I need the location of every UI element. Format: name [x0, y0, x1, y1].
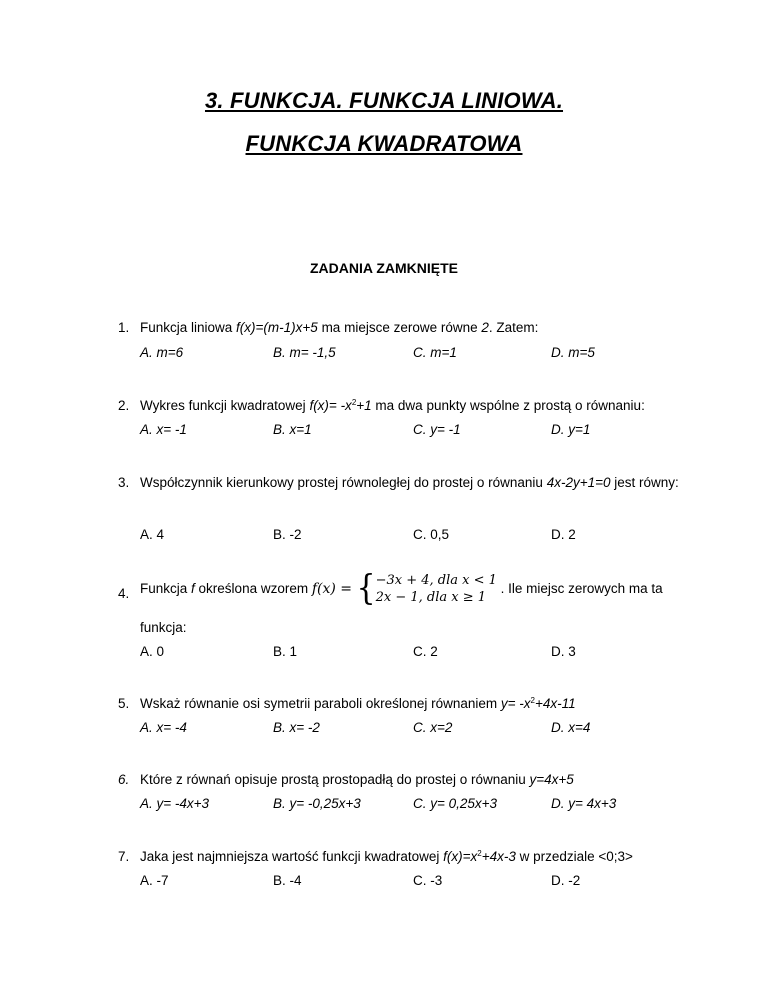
option-a: A. 0 [140, 644, 165, 659]
page-title-line-1: 3. FUNKCJA. FUNKCJA LINIOWA. [204, 88, 564, 113]
question-text: Które z równań opisuje prostą prostopadłą do prostej o równaniu y=4x+5 [140, 772, 574, 787]
option-b: B. x=1 [273, 422, 312, 437]
option-c: C. y= -1 [413, 422, 461, 437]
option-b: B. y= -0,25x+3 [273, 796, 361, 811]
option-c: C. y= 0,25x+3 [413, 796, 498, 811]
option-a: A. x= -4 [140, 720, 187, 735]
question-text: Funkcja liniowa f(x)=(m-1)x+5 ma miejsce zerowe równe 2. Zatem: [140, 320, 539, 335]
question-number: 5. [118, 696, 130, 711]
option-d: D. 3 [551, 644, 576, 659]
answer-options-7 [140, 873, 680, 893]
option-c: C. x=2 [413, 720, 453, 735]
question-number: 6. [118, 772, 130, 787]
question-number: 4. [118, 586, 130, 601]
formula-lhs: f(x) = [311, 581, 357, 597]
question-number: 1. [118, 320, 130, 335]
answer-options-4 [140, 644, 680, 664]
question-text: Jaka jest najmniejsza wartość funkcji kwadratowej $f(x)=x^2+4x-3$ w przedziale <0;3> [140, 849, 633, 864]
question-text: Funkcja f określona wzorem f(x) = { −3x + 4, dla x < 1 2x − 1, dla x ≥ 1 . Ile miejsc zerowych ma ta [140, 568, 663, 609]
option-d: D. y=1 [551, 422, 591, 437]
option-d: D. y= 4x+3 [551, 796, 617, 811]
option-d: D. x=4 [551, 720, 591, 735]
option-b: B. m= -1,5 [273, 345, 336, 360]
question-number: 2. [118, 398, 130, 413]
question-text: Wskaż równanie osi symetrii paraboli określonej równaniem $y= -x^2+4x-11$ [140, 696, 576, 711]
piecewise-formula: { −3x + 4, dla x < 1 2x − 1, dla x ≥ 1 [356, 568, 497, 609]
option-a: A. 4 [140, 527, 165, 542]
question-number: 3. [118, 475, 130, 490]
option-c: C. 2 [413, 644, 438, 659]
option-a: A. y= -4x+3 [140, 796, 210, 811]
option-d: D. m=5 [551, 345, 595, 360]
option-a: A. -7 [140, 873, 169, 888]
option-b: B. -4 [273, 873, 302, 888]
answer-options-1 [140, 345, 680, 365]
option-c: C. 0,5 [413, 527, 450, 542]
question-number: 7. [118, 849, 130, 864]
option-c: C. -3 [413, 873, 443, 888]
page-title-line-2: FUNKCJA KWADRATOWA [245, 131, 523, 156]
option-a: A. m=6 [140, 345, 184, 360]
option-c: C. m=1 [413, 345, 457, 360]
question-text: Współczynnik kierunkowy prostej równoległej do prostej o równaniu 4x-2y+1=0 jest równy: [140, 475, 679, 490]
answer-options-2 [140, 422, 680, 442]
section-heading: ZADANIA ZAMKNIĘTE [309, 260, 459, 276]
answer-options-5 [140, 720, 680, 740]
option-d: D. -2 [551, 873, 581, 888]
answer-options-6 [140, 796, 680, 816]
option-b: B. 1 [273, 644, 298, 659]
question-text: Wykres funkcji kwadratowej $f(x)= -x^2+1$ ma dwa punkty wspólne z prostą o równaniu: [140, 398, 645, 413]
option-b: B. -2 [273, 527, 302, 542]
question-4 [118, 568, 678, 612]
option-b: B. x= -2 [273, 720, 320, 735]
answer-options-3 [140, 527, 680, 547]
option-a: A. x= -1 [140, 422, 187, 437]
option-d: D. 2 [551, 527, 576, 542]
